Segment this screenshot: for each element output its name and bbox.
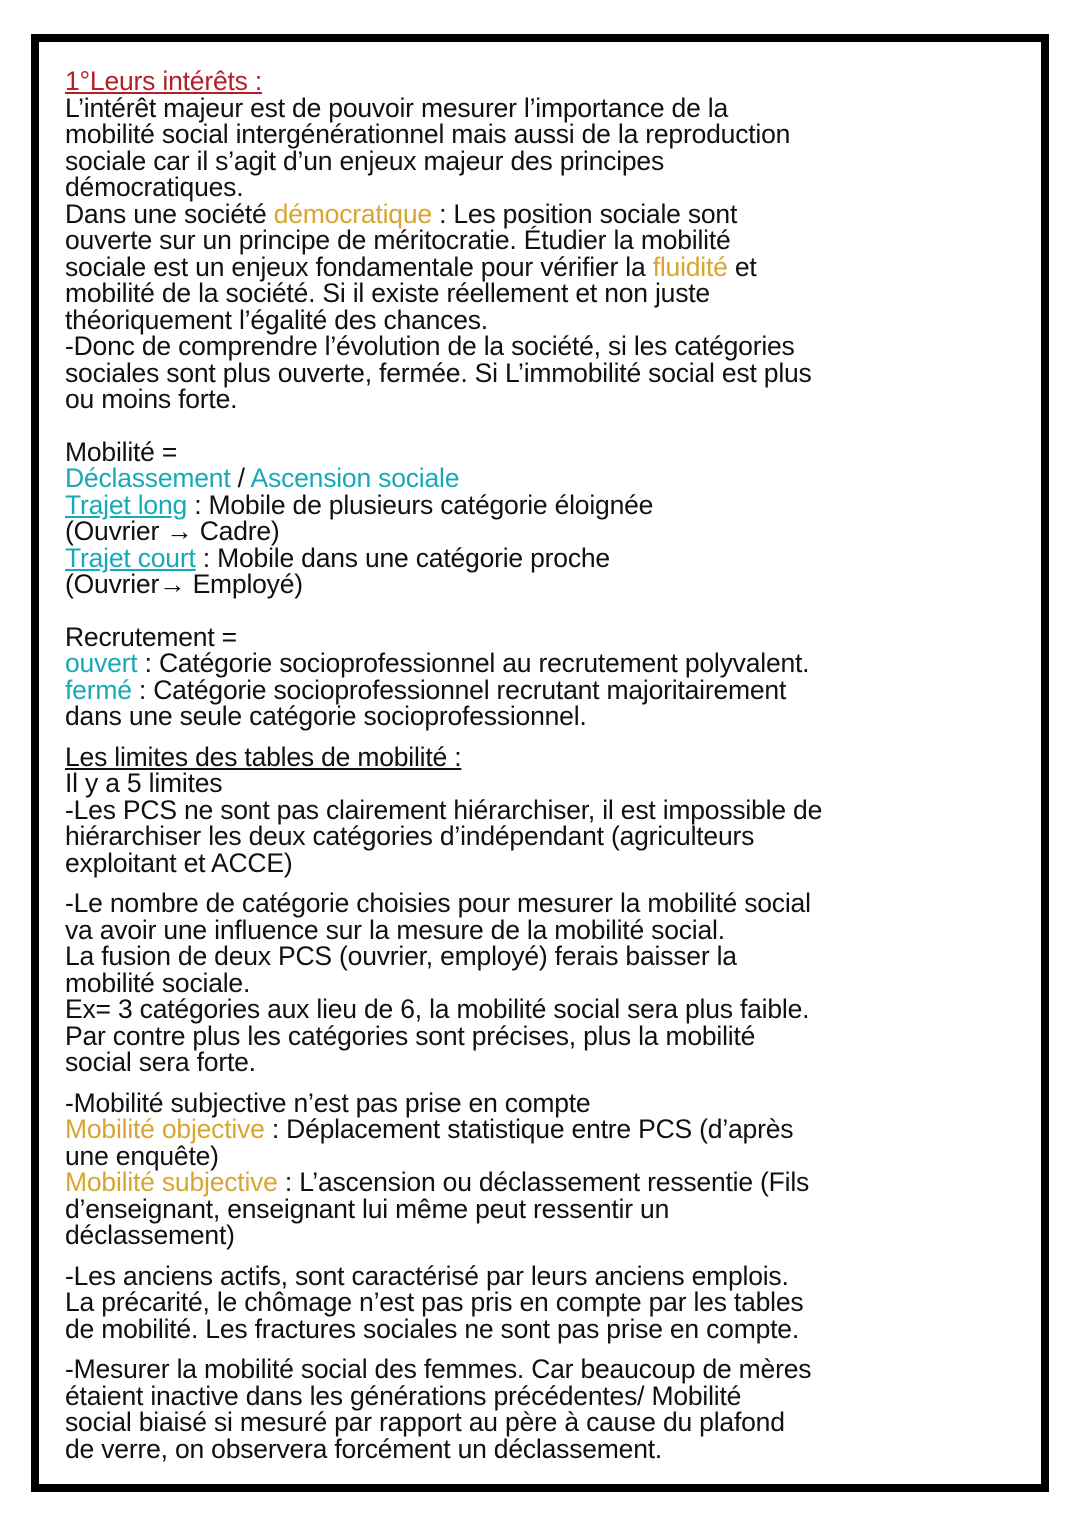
text-line: mobilité social intergénérationnel mais aussi de la reproduction (65, 119, 791, 149)
spacer (65, 598, 1035, 624)
text-line: sociales sont plus ouverte, fermée. Si L’immobilité social est plus (65, 357, 812, 388)
text-line: une enquête) (65, 1140, 219, 1171)
page-frame (31, 34, 1049, 1492)
text-line (65, 198, 1035, 229)
text-span: : Les position sociale sont (431, 198, 738, 229)
text-line: -Les anciens actifs, sont caractérisé par leurs anciens emplois. (65, 1260, 789, 1291)
text-span: : Mobile dans une catégorie proche (195, 542, 610, 573)
text-line: -Mobilité subjective n’est pas prise en compte (65, 1087, 591, 1118)
text-line: va avoir une influence sur la mesure de la mobilité social. (65, 914, 725, 945)
keyword-ferme: fermé (65, 674, 132, 705)
text-line: étaient inactive dans les générations précédentes/ Mobilité (65, 1380, 742, 1411)
limite-2 (65, 890, 1035, 1076)
text-line (65, 251, 1035, 282)
keyword-trajet-long: Trajet long (65, 489, 188, 520)
text-line: mobilité de la société. Si il existe réellement et non juste (65, 278, 710, 308)
text-line: de verre, on observera forcément un déclassement. (65, 1433, 663, 1464)
text-line: -Mesurer la mobilité social des femmes. Car beaucoup de mères (65, 1354, 812, 1384)
text-line: dans une seule catégorie socioprofessionnel. (65, 701, 587, 731)
text-line: (Ouvrier→ Employé) (65, 569, 303, 599)
text-line: mobilité sociale. (65, 967, 251, 998)
text-line: théoriquement l’égalité des chances. (65, 304, 488, 335)
keyword-fluidite: fluidité (652, 251, 728, 282)
spacer (65, 413, 1035, 439)
text-line: Ex= 3 catégories aux lieu de 6, la mobilité social sera plus faible. (65, 994, 810, 1024)
keyword-ascension: Ascension sociale (250, 463, 460, 493)
text-line: de mobilité. Les fractures sociales ne sont pas prise en compte. (65, 1313, 800, 1344)
text-line: démocratiques. (65, 172, 244, 202)
text-span: / (230, 463, 251, 493)
limites-title: Les limites des tables de mobilité : (65, 741, 462, 772)
text-line: social sera forte. (65, 1047, 256, 1077)
recrutement-title: Recrutement = (65, 621, 237, 652)
text-span: : Mobile de plusieurs catégorie éloignée (187, 489, 654, 520)
paragraph-societe-democratique (65, 198, 1035, 335)
text-line: Par contre plus les catégories sont précises, plus la mobilité (65, 1020, 756, 1051)
text-span: Dans une société (65, 198, 274, 229)
notes-content (65, 68, 1035, 1462)
text-line (65, 650, 1035, 677)
section-title-interets: 1°Leurs intérêts : (65, 66, 263, 96)
paragraph-interet-majeur (65, 92, 1035, 202)
text-line: exploitant et ACCE) (65, 847, 293, 878)
text-span: : Catégorie socioprofessionnel recrutant majoritairement (131, 674, 787, 705)
keyword-ouvert: ouvert (65, 648, 138, 678)
text-line (65, 542, 1035, 573)
text-line (65, 674, 1035, 705)
limite-3 (65, 1087, 1035, 1250)
text-line: -Le nombre de catégorie choisies pour mesurer la mobilité social (65, 888, 811, 918)
text-line (65, 1116, 1035, 1143)
text-line: (Ouvrier → Cadre) (65, 516, 280, 546)
keyword-declassement: Déclassement (65, 463, 231, 493)
text-span: : L’ascension ou déclassement ressentie (Fils (277, 1167, 810, 1197)
limite-4 (65, 1260, 1035, 1344)
text-line: hiérarchiser les deux catégories d’indépendant (agriculteurs (65, 821, 755, 851)
text-line (65, 465, 1035, 492)
limite-1 (65, 794, 1035, 878)
text-span: sociale est un enjeux fondamentale pour vérifier la (65, 251, 653, 282)
text-span: : Catégorie socioprofessionnel au recrutement polyvalent. (137, 648, 810, 678)
keyword-mobilite-objective: Mobilité objective (65, 1114, 265, 1144)
text-line: déclassement) (65, 1220, 235, 1250)
keyword-trajet-court: Trajet court (65, 542, 196, 573)
text-line: -Les PCS ne sont pas clairement hiérarchiser, il est impossible de (65, 794, 823, 825)
text-line: sociale car il s’agit d’un enjeux majeur des principes (65, 145, 665, 176)
text-line: d’enseignant, enseignant lui même peut ressentir un (65, 1193, 670, 1224)
text-span: et (727, 251, 757, 282)
text-line: social biaisé si mesuré par rapport au père à cause du plafond (65, 1407, 785, 1437)
mobilite-title: Mobilité = (65, 436, 178, 467)
text-line: L’intérêt majeur est de pouvoir mesurer l’importance de la (65, 92, 729, 123)
text-line: La précarité, le chômage n’est pas pris en compte par les tables (65, 1287, 804, 1317)
paragraph-evolution (65, 333, 1035, 413)
text-line (65, 489, 1035, 520)
text-span: : Déplacement statistique entre PCS (d’après (264, 1114, 794, 1144)
keyword-democratique: démocratique (273, 198, 432, 229)
text-line: ou moins forte. (65, 384, 238, 414)
keyword-mobilite-subjective: Mobilité subjective (65, 1167, 278, 1197)
text-line (65, 1169, 1035, 1196)
text-line: -Donc de comprendre l’évolution de la société, si les catégories (65, 331, 795, 361)
limite-5 (65, 1356, 1035, 1462)
text-line: ouverte sur un principe de méritocratie. Étudier la mobilité (65, 225, 731, 255)
text-line: Il y a 5 limites (65, 768, 223, 798)
text-line: La fusion de deux PCS (ouvrier, employé) ferais baisser la (65, 941, 737, 971)
